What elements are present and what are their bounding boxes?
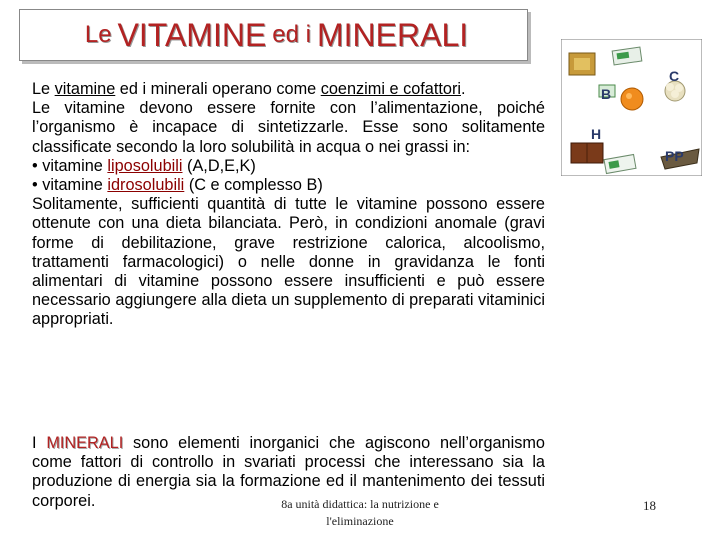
footer [260,496,460,530]
vitamins-paragraph [32,80,545,330]
footer-line-2: l'eliminazione [326,514,394,528]
footer-line-1: 8a unità didattica: la nutrizione e [281,497,439,511]
intro-line: Le vitamine ed i minerali operano come coenzimi e cofattori. [32,80,466,98]
title-ed-i: ed i [272,21,311,48]
title-vitamine: VITAMINE [117,16,267,53]
minerals-paragraph: I MINERALI sono elementi inorganici che agiscono nell’organismo come fattori di controllo in svariati processi che interessano sia la produzione di energia sia la formazione ed il mantenimento dei tessuti corporei. [32,434,545,510]
bullet-idrosolubili: • vitamine idrosolubili (C e complesso B) [32,176,323,195]
vitamin-foods-image [561,39,702,176]
label-c: C [669,68,680,84]
liposolubili-link[interactable]: liposolubili [107,156,183,175]
label-pp: PP [665,148,684,164]
bullet-liposolubili: • vitamine liposolubili (A,D,E,K) [32,156,256,175]
orange-icon [621,88,643,110]
coenzimi-link[interactable]: coenzimi e cofattori [320,80,461,98]
page-number: 18 [643,498,656,513]
title-minerali: MINERALI [317,16,469,53]
slide-title [19,9,528,61]
vitamins-description: Le vitamine devono essere fornite con l’alimentazione, poiché l’organismo è incapace di sintetizzarle. Esse sono solitamente classificate secondo la loro solubilità in acqua o nei grassi in: [32,99,545,156]
title-le: Le [84,21,112,48]
label-b: B [601,86,612,102]
vitamine-link[interactable]: vitamine [54,80,116,98]
minerali-term: MINERALI [46,434,124,452]
label-h: H [591,126,602,142]
vitamins-closing: Solitamente, sufficienti quantità di tutte le vitamine possono essere ottenute con una dieta bilanciata. Però, in condizioni anomale (gravi forme di debilitazione, grave restrizione calorica, alcoolismo, trattamenti farmacologici) o nelle donne in gravidanza le fonti alimentari di vitamine possono essere insufficienti e può essere necessario aggiungere alla dieta un supplemento di preparati vitaminici appropriati. [32,195,545,329]
idrosolubili-link[interactable]: idrosolubili [107,176,185,195]
